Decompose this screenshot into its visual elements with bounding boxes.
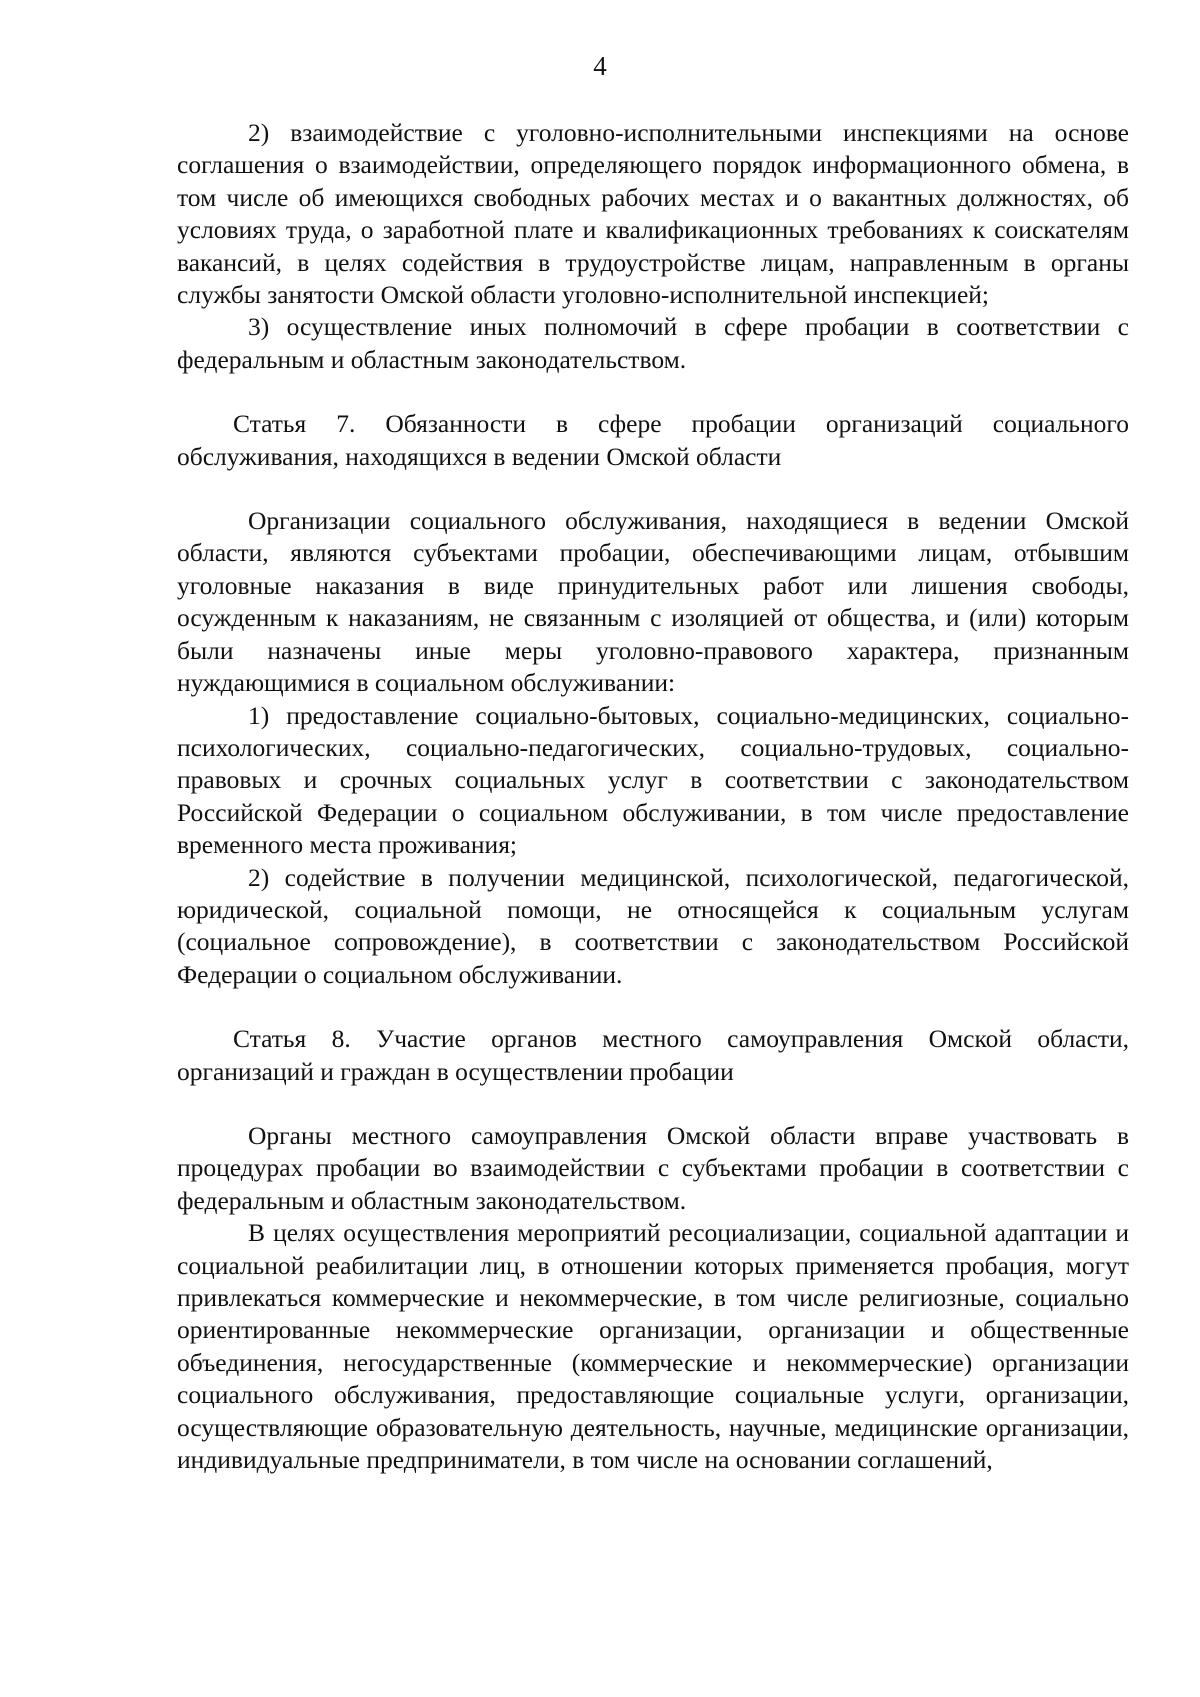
spacer — [177, 991, 1129, 1023]
article-7-item-1: 1) предоставление социально-бытовых, социально-медицинских, социально-психологических, социально-педагогических, социально-трудовых, социально-правовых и срочных социальных услуг в соответствии с законодательством Российской Федерации о социальном обслуживании, в том числе предоставление временного места проживания; — [177, 700, 1129, 860]
article-7-intro: Организации социального обслуживания, находящиеся в ведении Омской области, являются субъектами пробации, обеспечивающими лицам, отбывшим уголовные наказания в виде принудительных работ или лишения свободы, осужденным к наказаниям, не связанным с изоляцией от общества, и (или) которым были назначены иные меры уголовно-правового характера, признанным нуждающимися в социальном обслуживании: — [177, 506, 1129, 698]
page-number: 4 — [593, 51, 607, 81]
article-7-item-2: 2) содействие в получении медицинской, психологической, педагогической, юридической, социальной помощи, не относящейся к социальным услугам (социальное сопровождение), в соответствии с законодательством Российской Федерации о социальном обслуживании. — [177, 862, 1129, 989]
article-7-title: Статья 7. Обязанности в сфере пробации организаций социального обслуживания, находящихся в ведении Омской области — [177, 409, 1129, 471]
article-8-paragraph-2: В целях осуществления мероприятий ресоциализации, социальной адаптации и социальной реабилитации лиц, в отношении которых применяется пробация, могут привлекаться коммерческие и некоммерческие, в том числе религиозные, социально ориентированные некоммерческие организации, организации и общественные объединения, негосударственные (коммерческие и некоммерческие) организации социального обслуживания, предоставляющие социальные услуги, организации, осуществляющие образовательную деятельность, научные, медицинские организации, индивидуальные предприниматели, в том числе на основании соглашений, — [177, 1218, 1129, 1475]
document-body — [177, 117, 1129, 1476]
spacer — [177, 1088, 1129, 1120]
spacer — [177, 376, 1129, 408]
list-item-2: 2) взаимодействие с уголовно-исполнительными инспекциями на основе соглашения о взаимодействии, определяющего порядок информационного обмена, в том числе об имеющихся свободных рабочих местах и о вакантных должностях, об условиях труда, о заработной плате и квалификационных требованиях к соискателям вакансий, в целях содействия в трудоустройстве лицам, направленным в органы службы занятости Омской области уголовно-исполнительной инспекцией; — [177, 118, 1129, 310]
article-8-title: Статья 8. Участие органов местного самоуправления Омской области, организаций и граждан в осуществлении пробации — [177, 1024, 1129, 1086]
list-item-3: 3) осуществление иных полномочий в сфере пробации в соответствии с федеральным и областным законодательством. — [177, 312, 1129, 374]
spacer — [177, 473, 1129, 505]
article-8-paragraph-1: Органы местного самоуправления Омской области вправе участвовать в процедурах пробации во взаимодействии с субъектами пробации в соответствии с федеральным и областным законодательством. — [177, 1120, 1129, 1215]
